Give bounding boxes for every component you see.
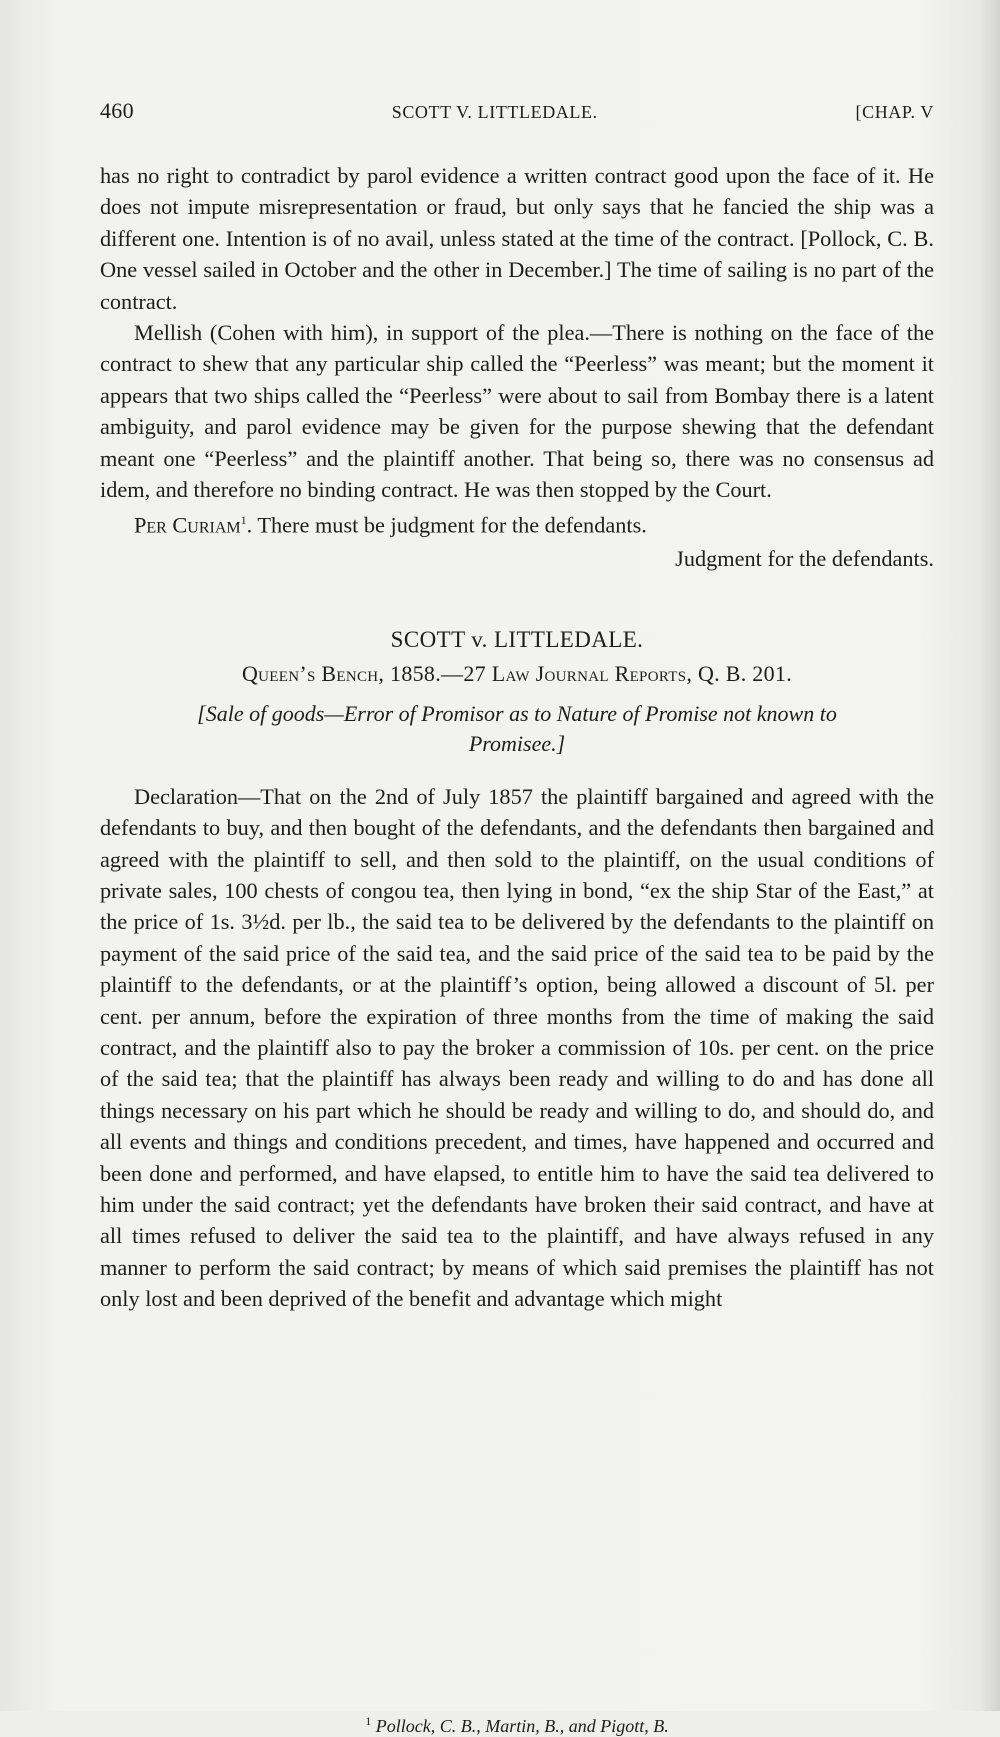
chapter-label: [CHAP. V <box>855 102 934 122</box>
headnote: [Sale of goods—Error of Promisor as to Nature of Promise not known to Promisee.] <box>197 700 837 756</box>
page-number: 460 <box>100 98 134 123</box>
page-content <box>100 98 934 1736</box>
footnote-mark: 1 <box>365 1714 372 1728</box>
paragraph-mellish: Mellish (Cohen with him), in support of the plea.—There is nothing on the face of the contract to shew that any particular ship called the “Peerless” was meant; but the moment it appears that two ships called the “Peerless” were about to sail from Bombay there is a latent ambiguity, and parol evidence may be given for the purpose shewing that the defendant meant one “Peerless” and the plaintiff another. That being so, there was no consensus ad idem, and therefore no binding contract. He was then stopped by the Court. <box>100 320 934 503</box>
raffles-continuation <box>100 160 934 575</box>
paragraph-declaration: Declaration—That on the 2nd of July 1857 the plaintiff bargained and agreed with the defendants to buy, and then bought of the defendants, and the defendants then bargained and agreed with the plaintiff to sell, and then sold to the plaintiff, on the usual conditions of private sales, 100 chests of congou tea, then lying in bond, “ex the ship Star of the East,” at the price of 1s. 3½d. per lb., the said tea to be delivered by the defendants to the plaintiff on payment of the said price of the said tea, and the said price of the said tea to be paid by the plaintiff to the defendants, or at the plaintiff’s option, being allowed a discount of 5l. per cent. per annum, before the expiration of three months from the time of making the said contract, and the plaintiff also to pay the broker a commission of 10s. per cent. on the price of the said tea; that the plaintiff has always been ready and willing to do and has done all things necessary on his part which he should be ready and willing to do, and should do, and all events and things and conditions precedent, and times, have happened and occurred and been done and performed, and have elapsed, to entitle him to have the said tea delivered to him under the said contract; yet the defendants have broken their said contract, and have at all times refused to deliver the said tea to the plaintiff, and have always refused in any manner to perform the said contract; by means of which said premises the plaintiff has not only lost and been deprived of the benefit and advantage which might <box>100 783 934 1312</box>
case-title: SCOTT v. LITTLEDALE. <box>390 626 644 652</box>
footnote <box>100 1714 934 1737</box>
page-edge-shadow <box>978 0 1000 1711</box>
paragraph-argument: has no right to contradict by parol evidence a written contract good upon the face of it. He does not impute misrepresentation or fraud, but only says that he fancied the ship was a different one. Intention is of no avail, unless stated at the time of the contract. [Pollock, C. B. One vessel sailed in October and the other in December.] The time of sailing is no part of the contract. <box>100 163 934 314</box>
court-citation: Queen’s Bench, 1858.—27 Law Journal Reports, Q. B. 201. <box>241 660 793 686</box>
declaration-block <box>100 781 934 1315</box>
paragraph-per-curiam <box>100 505 934 541</box>
running-head <box>100 98 934 128</box>
footnote-text: Pollock, C. B., Martin, B., and Pigott, B. <box>375 1716 669 1736</box>
judgment-line: Judgment for the defendants. <box>675 546 934 572</box>
per-curiam-text: . There must be judgment for the defendants. <box>246 512 647 538</box>
footnote-ref: 1 <box>240 513 247 528</box>
per-curiam-label: Per Curiam <box>134 512 241 538</box>
running-title: SCOTT V. LITTLEDALE. <box>391 102 598 122</box>
